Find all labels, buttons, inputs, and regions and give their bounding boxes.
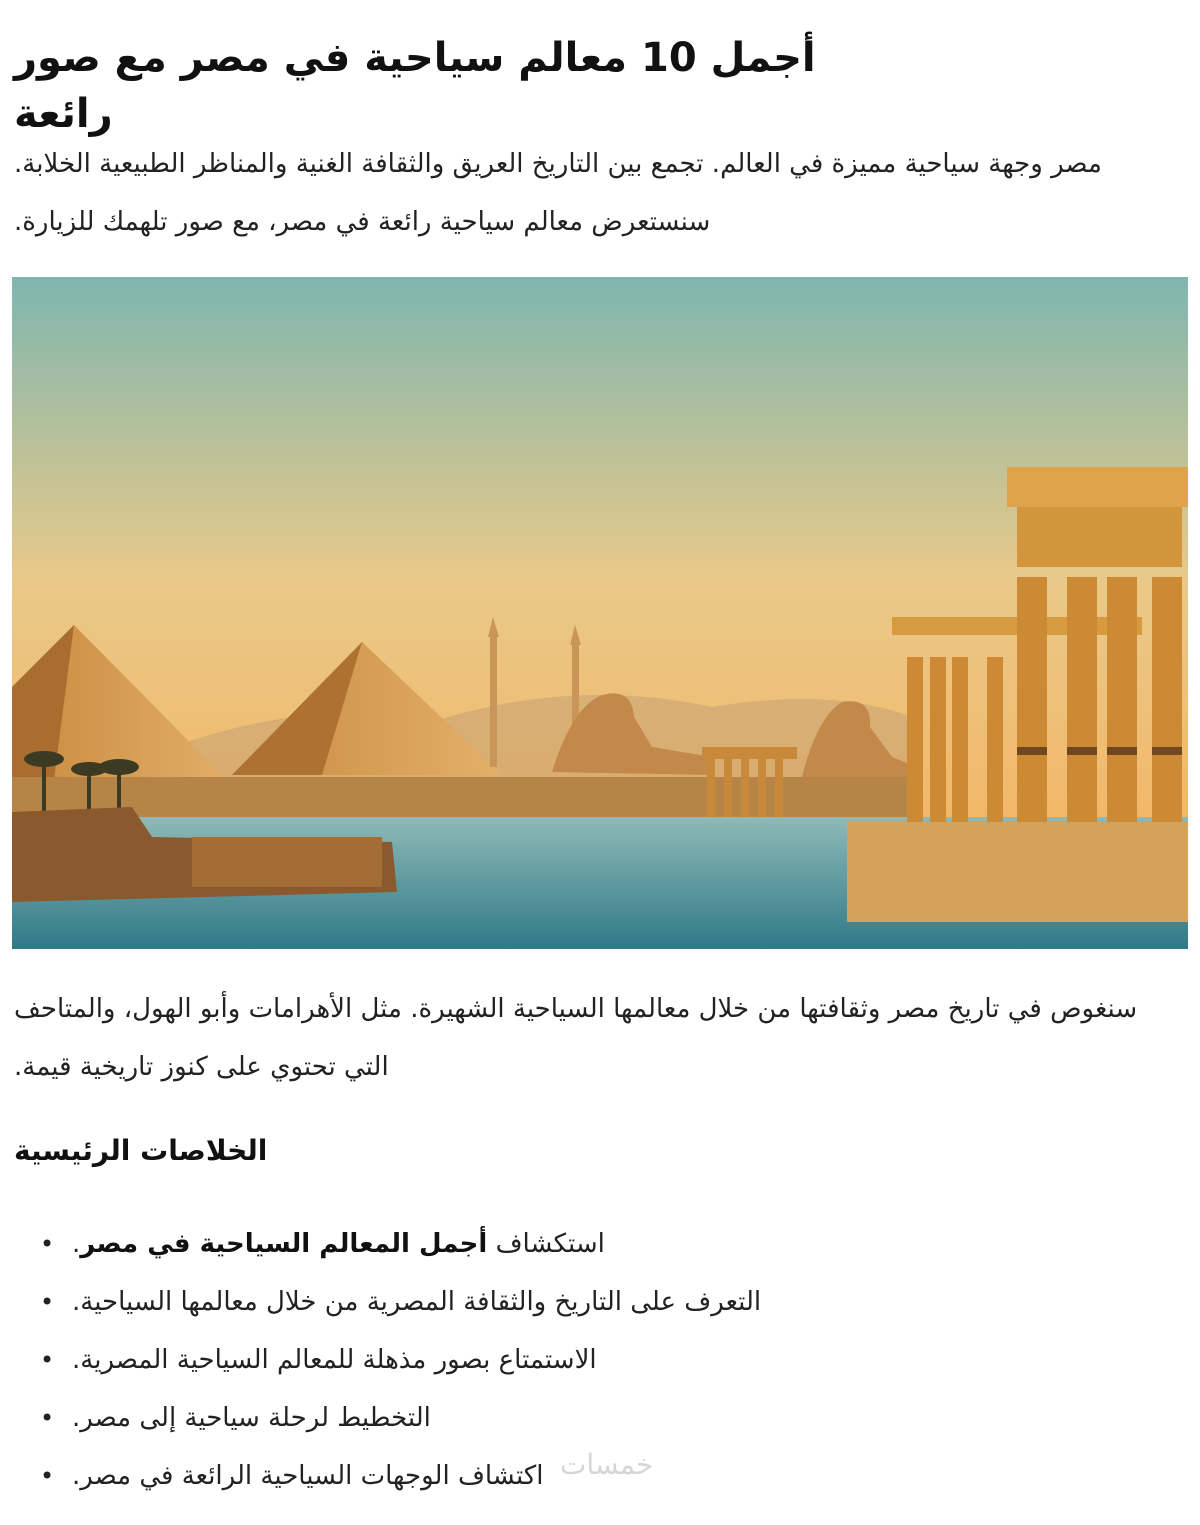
bullet-icon: • <box>40 1404 55 1432</box>
list-item-text: اكتشاف الوجهات السياحية الرائعة في مصر. <box>72 1461 544 1491</box>
list-item-text: الاستمتاع بصور مذهلة للمعالم السياحية المصرية. <box>72 1345 597 1375</box>
list-item <box>40 1273 940 1331</box>
bullet-icon: • <box>40 1346 55 1374</box>
hero-image-egypt-landmarks <box>12 277 1188 949</box>
takeaways-heading: الخلاصات الرئيسية <box>14 1134 268 1167</box>
intro-paragraph: مصر وجهة سياحية مميزة في العالم. تجمع بين التاريخ العريق والثقافة الغنية والمناظر الطبيعية الخلابة. سنستعرض معالم سياحية رائعة في مصر، مع صور تلهمك للزيارة. <box>14 149 1102 237</box>
bullet-icon: • <box>40 1288 55 1316</box>
list-item <box>40 1447 940 1505</box>
list-item <box>40 1331 940 1389</box>
list-item-text: التخطيط لرحلة سياحية إلى مصر. <box>72 1403 431 1433</box>
takeaways-list <box>40 1215 940 1505</box>
list-item <box>40 1389 940 1447</box>
list-item-text: استكشاف أجمل المعالم السياحية في مصر. <box>72 1229 605 1259</box>
bullet-icon: • <box>40 1230 55 1258</box>
list-item <box>40 1215 940 1273</box>
article-title: أجمل 10 معالم سياحية في مصر مع صور رائعة <box>14 35 816 137</box>
body-paragraph: سنغوص في تاريخ مصر وثقافتها من خلال معالمها السياحية الشهيرة. مثل الأهرامات وأبو الهول، والمتاحف التي تحتوي على كنوز تاريخية قيمة. <box>14 994 1138 1082</box>
watermark: خمسات <box>560 1448 654 1481</box>
list-item-text: التعرف على التاريخ والثقافة المصرية من خلال معالمها السياحية. <box>72 1287 762 1317</box>
bullet-icon: • <box>40 1462 55 1490</box>
